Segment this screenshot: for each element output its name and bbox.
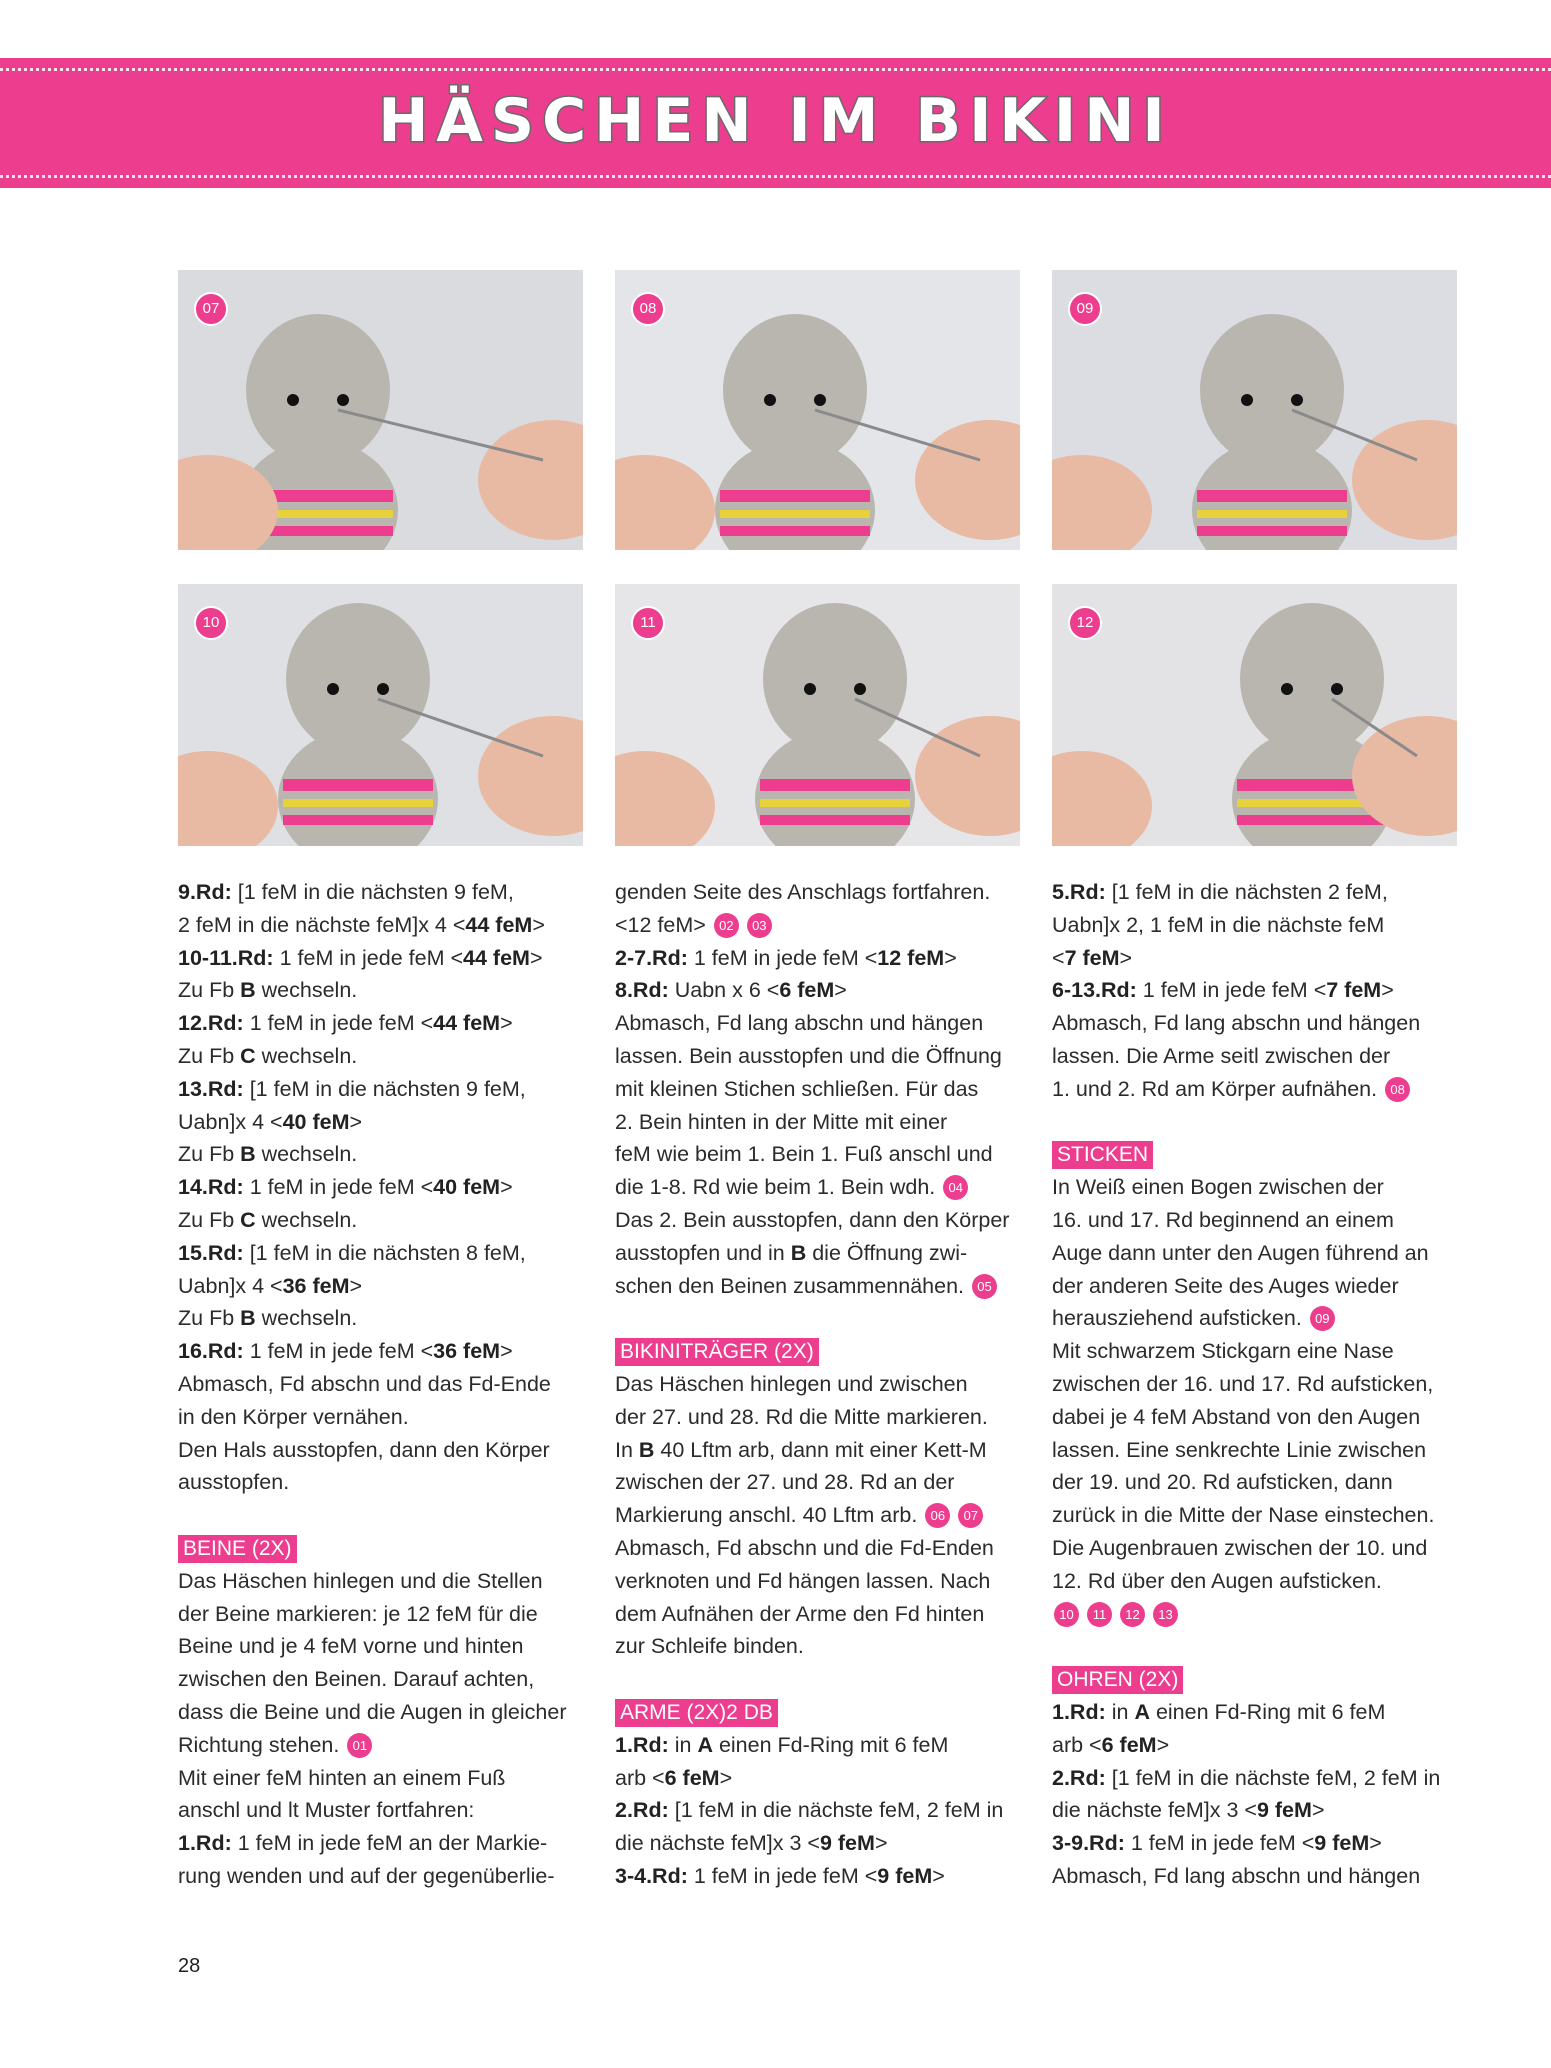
- instruction-line: [615, 1565, 1035, 1598]
- instruction-text: >: [500, 1175, 513, 1200]
- emphasis-text: 6 feM: [779, 978, 835, 1003]
- instruction-text: >: [874, 1831, 888, 1856]
- instruction-text: 1 feM in jede feM <: [273, 945, 464, 970]
- instruction-text: zwischen der 16. und 17. Rd aufsticken,: [1052, 1371, 1434, 1396]
- instruction-line: [1052, 1335, 1472, 1368]
- instruction-text: 1 feM in jede feM <: [687, 1863, 878, 1888]
- photo-08: [615, 270, 1020, 550]
- round-label: 3-4.Rd:: [615, 1863, 688, 1888]
- emphasis-text: 9 feM: [1256, 1798, 1312, 1823]
- instructions-column-3: [1052, 876, 1472, 1893]
- instruction-line: [1052, 1040, 1472, 1073]
- instruction-line: [1052, 1860, 1472, 1893]
- instruction-text: anschl und lt Muster fortfahren:: [178, 1798, 475, 1823]
- instruction-text: schen den Beinen zusammennähen.: [615, 1273, 965, 1298]
- instruction-line: [178, 1270, 598, 1303]
- round-label: 16.Rd:: [178, 1339, 244, 1364]
- instruction-line: [615, 1106, 1035, 1139]
- instruction-text: >: [1119, 945, 1133, 970]
- instruction-line: [178, 1860, 598, 1893]
- section-heading: BEINE (2X): [178, 1535, 297, 1563]
- instruction-line: [178, 1729, 598, 1762]
- instruction-text: [1 feM in die nächsten 2 feM,: [1105, 880, 1388, 904]
- instruction-line: [615, 909, 1035, 942]
- title-banner: [0, 58, 1551, 188]
- instruction-text: wechseln.: [255, 978, 358, 1003]
- round-label: 12.Rd:: [178, 1011, 244, 1036]
- instruction-line: [178, 909, 598, 942]
- photo-11: [615, 584, 1020, 846]
- photo-10: [178, 584, 583, 846]
- instruction-text: Abmasch, Fd abschn und das Fd-Ende: [178, 1371, 551, 1396]
- instruction-text: einen Fd-Ring mit 6 feM: [1149, 1699, 1386, 1724]
- instruction-text: [1 feM in die nächste feM, 2 feM in: [668, 1798, 1004, 1823]
- emphasis-text: B: [240, 1142, 256, 1167]
- instruction-line: [178, 1007, 598, 1040]
- instruction-line: [1052, 1204, 1472, 1237]
- instruction-text: Zu Fb: [178, 1043, 241, 1068]
- photo-step-number: 10: [194, 606, 228, 640]
- section-heading-line: [615, 1335, 1035, 1368]
- instruction-text: Richtung stehen.: [178, 1732, 340, 1757]
- instruction-text: lassen. Eine senkrechte Linie zwischen: [1052, 1437, 1427, 1462]
- instructions-column-1: [178, 876, 598, 1893]
- instruction-text: dass die Beine und die Augen in gleicher: [178, 1699, 567, 1724]
- round-label: 14.Rd:: [178, 1175, 244, 1200]
- instruction-text: in: [668, 1732, 698, 1757]
- instruction-line: [1052, 1401, 1472, 1434]
- instruction-line: [615, 1466, 1035, 1499]
- instruction-text: genden Seite des Anschlags fortfahren.: [615, 880, 991, 904]
- instruction-text: zur Schleife binden.: [615, 1634, 804, 1659]
- emphasis-text: 44 feM: [433, 1011, 501, 1036]
- instruction-text: 1 feM in jede feM an der Markie-: [231, 1831, 548, 1856]
- instruction-line: [615, 1434, 1035, 1467]
- instruction-text: 1 feM in jede feM <: [243, 1175, 434, 1200]
- instruction-text: arb <: [615, 1765, 665, 1790]
- instruction-line: [615, 1237, 1035, 1270]
- instruction-line: [615, 1532, 1035, 1565]
- emphasis-text: 6 feM: [1101, 1732, 1157, 1757]
- instruction-text: >: [529, 945, 543, 970]
- instruction-line: [178, 1368, 598, 1401]
- instruction-text: Uabn x 6 <: [668, 978, 780, 1003]
- instruction-text: mit kleinen Stichen schließen. Für das: [615, 1076, 979, 1101]
- instruction-line: [1052, 1434, 1472, 1467]
- instruction-line: [1052, 1466, 1472, 1499]
- instruction-text: wechseln.: [255, 1306, 358, 1331]
- round-label: 10-11.Rd:: [178, 945, 274, 970]
- instruction-line: [1052, 1598, 1472, 1631]
- instruction-line: [615, 1827, 1035, 1860]
- instruction-text: Zu Fb: [178, 978, 241, 1003]
- emphasis-text: 12 feM: [877, 945, 945, 970]
- instruction-line: [178, 1138, 598, 1171]
- instruction-line: [178, 1401, 598, 1434]
- instruction-text: [1 feM in die nächsten 8 feM,: [243, 1240, 526, 1265]
- photo-12: [1052, 584, 1457, 846]
- instruction-line: [615, 1204, 1035, 1237]
- instruction-line: [615, 1860, 1035, 1893]
- instruction-line: [615, 1598, 1035, 1631]
- round-label: 2.Rd:: [1052, 1765, 1106, 1790]
- instruction-text: der Beine markieren: je 12 feM für die: [178, 1601, 538, 1626]
- section-heading: STICKEN: [1052, 1141, 1153, 1169]
- instruction-line: [1052, 1794, 1472, 1827]
- instruction-line: [615, 1368, 1035, 1401]
- instruction-line: [615, 1499, 1035, 1532]
- step-badge: 10: [1054, 1602, 1079, 1627]
- emphasis-text: A: [1134, 1699, 1150, 1724]
- instruction-line: [1052, 974, 1472, 1007]
- photo-step-number: 08: [631, 292, 665, 326]
- emphasis-text: C: [240, 1207, 256, 1232]
- section-heading-line: [1052, 1138, 1472, 1171]
- instruction-text: 2 feM in die nächste feM]x 4 <: [178, 912, 466, 937]
- instruction-line: [615, 942, 1035, 975]
- instruction-text: die nächste feM]x 3 <: [1052, 1798, 1257, 1823]
- instruction-line: [615, 1270, 1035, 1303]
- photo-embroidering-nose: [178, 584, 583, 846]
- instruction-line: [178, 942, 598, 975]
- step-badge: 09: [1310, 1306, 1335, 1331]
- instruction-line: [615, 1073, 1035, 1106]
- instruction-text: Abmasch, Fd lang abschn und hängen: [615, 1011, 984, 1036]
- step-badge: 12: [1120, 1602, 1145, 1627]
- instruction-text: ausstopfen und in: [615, 1240, 791, 1265]
- instruction-text: Den Hals ausstopfen, dann den Körper: [178, 1437, 550, 1462]
- instruction-text: >: [1369, 1831, 1382, 1856]
- instruction-text: 1 feM in jede feM <: [1136, 978, 1327, 1003]
- instruction-text: >: [719, 1765, 733, 1790]
- emphasis-text: 9 feM: [877, 1863, 933, 1888]
- instruction-line: [615, 1762, 1035, 1795]
- photo-step-number: 07: [194, 292, 228, 326]
- spacer: [1052, 1106, 1472, 1139]
- instruction-line: [615, 1630, 1035, 1663]
- instruction-line: [178, 1237, 598, 1270]
- instruction-line: [1052, 909, 1472, 942]
- instruction-line: [178, 1335, 598, 1368]
- instruction-line: [615, 1040, 1035, 1073]
- instruction-text: in den Körper vernähen.: [178, 1404, 409, 1429]
- instruction-text: lassen. Bein ausstopfen und die Öffnung: [615, 1043, 1002, 1068]
- instruction-text: in: [1105, 1699, 1135, 1724]
- instruction-line: [178, 974, 598, 1007]
- instruction-text: >: [1311, 1798, 1325, 1823]
- instruction-text: Das Häschen hinlegen und zwischen: [615, 1371, 968, 1396]
- instruction-text: 12. Rd über den Augen aufsticken.: [1052, 1568, 1382, 1593]
- instruction-text: rung wenden und auf der gegenüberlie-: [178, 1863, 555, 1888]
- banner-stitch-bottom: [0, 175, 1551, 178]
- instruction-text: Das 2. Bein ausstopfen, dann den Körper: [615, 1207, 1010, 1232]
- instruction-text: arb <: [1052, 1732, 1102, 1757]
- instruction-text: [1 feM in die nächsten 9 feM,: [243, 1076, 526, 1101]
- instruction-line: [178, 1106, 598, 1139]
- photo-pulling-pink-yarn: [178, 270, 583, 550]
- section-heading-line: [178, 1532, 598, 1565]
- instruction-text: Abmasch, Fd lang abschn und hängen: [1052, 1863, 1421, 1888]
- instruction-text: Uabn]x 2, 1 feM in die nächste feM: [1052, 912, 1385, 937]
- instruction-text: [1 feM in die nächsten 9 feM,: [231, 880, 514, 904]
- instruction-text: Uabn]x 4 <: [178, 1109, 283, 1134]
- emphasis-text: 7 feM: [1326, 978, 1382, 1003]
- step-badge: 02: [714, 913, 739, 938]
- instruction-line: [1052, 1499, 1472, 1532]
- instruction-line: [1052, 1565, 1472, 1598]
- photo-embroidering-eyebrows: [1052, 584, 1457, 846]
- section-heading: ARME (2X)2 DB: [615, 1699, 778, 1727]
- instruction-text: >: [500, 1011, 513, 1036]
- instruction-text: Auge dann unter den Augen führend an: [1052, 1240, 1429, 1265]
- instruction-text: Mit einer feM hinten an einem Fuß: [178, 1765, 506, 1790]
- round-label: 1.Rd:: [615, 1732, 669, 1757]
- instruction-text: Uabn]x 4 <: [178, 1273, 283, 1298]
- instruction-text: 1 feM in jede feM <: [243, 1011, 434, 1036]
- photo-09: [1052, 270, 1457, 550]
- instruction-text: wechseln.: [255, 1207, 358, 1232]
- round-label: 3-9.Rd:: [1052, 1831, 1125, 1856]
- emphasis-text: 44 feM: [463, 945, 530, 970]
- instruction-line: [178, 1630, 598, 1663]
- instruction-text: >: [349, 1273, 363, 1298]
- instruction-text: die 1-8. Rd wie beim 1. Bein wdh.: [615, 1175, 936, 1200]
- instruction-text: <: [1052, 945, 1065, 970]
- photo-step-number: 12: [1068, 606, 1102, 640]
- round-label: 9.Rd:: [178, 880, 232, 904]
- emphasis-text: 40 feM: [433, 1175, 501, 1200]
- emphasis-text: B: [240, 978, 256, 1003]
- step-badge: 08: [1385, 1077, 1410, 1102]
- instruction-line: [1052, 1696, 1472, 1729]
- instruction-line: [178, 1696, 598, 1729]
- instruction-text: dem Aufnähen der Arme den Fd hinten: [615, 1601, 985, 1626]
- instruction-text: 1 feM in jede feM <: [243, 1339, 434, 1364]
- instruction-text: >: [349, 1109, 363, 1134]
- emphasis-text: 9 feM: [819, 1831, 875, 1856]
- round-label: 1.Rd:: [178, 1831, 232, 1856]
- instruction-line: [178, 1598, 598, 1631]
- instruction-text: 1 feM in jede feM <: [1124, 1831, 1315, 1856]
- instruction-line: [615, 974, 1035, 1007]
- instruction-text: zurück in die Mitte der Nase einstechen.: [1052, 1503, 1435, 1528]
- instruction-text: zwischen den Beinen. Darauf achten,: [178, 1667, 535, 1692]
- instruction-line: [1052, 876, 1472, 909]
- instruction-text: einen Fd-Ring mit 6 feM: [712, 1732, 949, 1757]
- emphasis-text: 9 feM: [1314, 1831, 1370, 1856]
- emphasis-text: 40 feM: [282, 1109, 350, 1134]
- instruction-text: lassen. Die Arme seitl zwischen der: [1052, 1043, 1391, 1068]
- instruction-text: 2. Bein hinten in der Mitte mit einer: [615, 1109, 948, 1134]
- instruction-text: In: [615, 1437, 639, 1462]
- page-number: 28: [178, 1955, 201, 1977]
- section-heading-line: [615, 1696, 1035, 1729]
- emphasis-text: C: [240, 1043, 256, 1068]
- instruction-text: verknoten und Fd hängen lassen. Nach: [615, 1568, 991, 1593]
- instruction-text: Die Augenbrauen zwischen der 10. und: [1052, 1535, 1428, 1560]
- emphasis-text: A: [697, 1732, 713, 1757]
- instruction-line: [615, 1171, 1035, 1204]
- instruction-line: [178, 1073, 598, 1106]
- instruction-text: der 27. und 28. Rd die Mitte markieren.: [615, 1404, 988, 1429]
- instruction-line: [1052, 1729, 1472, 1762]
- spacer: [1052, 1630, 1472, 1663]
- instruction-text: >: [1381, 978, 1394, 1003]
- instruction-text: der 19. und 20. Rd aufsticken, dann: [1052, 1470, 1393, 1495]
- round-label: 1.Rd:: [1052, 1699, 1106, 1724]
- instruction-text: >: [500, 1339, 513, 1364]
- step-badge: 03: [747, 913, 772, 938]
- instruction-line: [1052, 1270, 1472, 1303]
- instruction-text: >: [1156, 1732, 1170, 1757]
- instruction-line: [178, 1663, 598, 1696]
- instruction-text: dabei je 4 feM Abstand von den Augen: [1052, 1404, 1421, 1429]
- spacer: [615, 1663, 1035, 1696]
- instruction-line: [178, 1565, 598, 1598]
- emphasis-text: 36 feM: [282, 1273, 350, 1298]
- banner-stitch-top: [0, 68, 1551, 71]
- instruction-line: [1052, 942, 1472, 975]
- instruction-text: <12 feM>: [615, 912, 706, 937]
- emphasis-text: B: [638, 1437, 655, 1462]
- instruction-text: Abmasch, Fd abschn und die Fd-Enden: [615, 1535, 994, 1560]
- instruction-line: [1052, 1073, 1472, 1106]
- instruction-text: Das Häschen hinlegen und die Stellen: [178, 1568, 543, 1593]
- page-title: HÄSCHEN IM BIKINI: [378, 86, 1173, 156]
- round-label: 15.Rd:: [178, 1240, 244, 1265]
- instruction-text: 40 Lftm arb, dann mit einer Kett-M: [654, 1437, 987, 1462]
- step-badge: 06: [925, 1503, 950, 1528]
- instruction-text: Abmasch, Fd lang abschn und hängen: [1052, 1011, 1421, 1036]
- instruction-line: [615, 1007, 1035, 1040]
- instruction-line: [178, 1171, 598, 1204]
- instruction-line: [615, 876, 1035, 909]
- photo-step-number: 11: [631, 606, 665, 640]
- emphasis-text: 44 feM: [465, 912, 533, 937]
- instruction-text: herausziehend aufsticken.: [1052, 1306, 1302, 1331]
- step-badge: 05: [972, 1274, 997, 1299]
- instruction-text: Markierung anschl. 40 Lftm arb.: [615, 1503, 918, 1528]
- photo-sewing-arm: [615, 270, 1020, 550]
- instruction-line: [178, 1040, 598, 1073]
- instruction-line: [1052, 1368, 1472, 1401]
- instructions-column-2: [615, 876, 1035, 1893]
- round-label: 2.Rd:: [615, 1798, 669, 1823]
- instruction-line: [1052, 1762, 1472, 1795]
- section-heading: BIKINITRÄGER (2X): [615, 1338, 819, 1366]
- instruction-text: zwischen der 27. und 28. Rd an der: [615, 1470, 955, 1495]
- instruction-line: [615, 1729, 1035, 1762]
- round-label: 6-13.Rd:: [1052, 978, 1137, 1003]
- spacer: [178, 1499, 598, 1532]
- instruction-line: [615, 1794, 1035, 1827]
- instruction-text: 16. und 17. Rd beginnend an einem: [1052, 1207, 1394, 1232]
- instruction-line: [615, 1138, 1035, 1171]
- instruction-line: [1052, 1532, 1472, 1565]
- instruction-line: [178, 1827, 598, 1860]
- instruction-text: 1 feM in jede feM <: [687, 945, 878, 970]
- instruction-line: [178, 876, 598, 909]
- section-heading-line: [1052, 1663, 1472, 1696]
- instruction-text: Zu Fb: [178, 1207, 241, 1232]
- instruction-text: >: [944, 945, 957, 970]
- emphasis-text: 36 feM: [433, 1339, 501, 1364]
- instruction-text: [1 feM in die nächste feM, 2 feM in: [1105, 1765, 1441, 1790]
- emphasis-text: B: [240, 1306, 256, 1331]
- step-badge: 13: [1153, 1602, 1178, 1627]
- round-label: 13.Rd:: [178, 1076, 244, 1101]
- instruction-line: [178, 1204, 598, 1237]
- step-badge: 01: [347, 1733, 372, 1758]
- step-badge: 11: [1087, 1602, 1112, 1627]
- section-heading: OHREN (2X): [1052, 1666, 1183, 1694]
- instruction-text: >: [834, 978, 847, 1003]
- round-label: 2-7.Rd:: [615, 945, 688, 970]
- instruction-text: die nächste feM]x 3 <: [615, 1831, 820, 1856]
- instruction-text: Zu Fb: [178, 1306, 241, 1331]
- photo-sewing-arm-side: [1052, 270, 1457, 550]
- instruction-text: die Öffnung zwi-: [806, 1240, 968, 1265]
- emphasis-text: B: [790, 1240, 807, 1265]
- instruction-text: Mit schwarzem Stickgarn eine Nase: [1052, 1339, 1394, 1364]
- round-label: 5.Rd:: [1052, 880, 1106, 904]
- instruction-line: [1052, 1007, 1472, 1040]
- instruction-line: [1052, 1827, 1472, 1860]
- instruction-line: [178, 1302, 598, 1335]
- instruction-text: wechseln.: [255, 1043, 358, 1068]
- instruction-line: [615, 1401, 1035, 1434]
- instruction-text: >: [932, 1863, 945, 1888]
- emphasis-text: 6 feM: [664, 1765, 720, 1790]
- instruction-text: der anderen Seite des Auges wieder: [1052, 1273, 1399, 1298]
- instruction-text: wechseln.: [255, 1142, 358, 1167]
- instruction-text: >: [532, 912, 545, 937]
- instruction-text: feM wie beim 1. Bein 1. Fuß anschl und: [615, 1142, 993, 1167]
- step-badge: 04: [943, 1175, 968, 1200]
- round-label: 8.Rd:: [615, 978, 669, 1003]
- instruction-text: 1. und 2. Rd am Körper aufnähen.: [1052, 1076, 1378, 1101]
- instruction-line: [178, 1466, 598, 1499]
- instruction-line: [1052, 1171, 1472, 1204]
- spacer: [615, 1302, 1035, 1335]
- instruction-text: ausstopfen.: [178, 1470, 290, 1495]
- instruction-line: [1052, 1237, 1472, 1270]
- step-badge: 07: [958, 1503, 983, 1528]
- instruction-line: [178, 1794, 598, 1827]
- instruction-text: Zu Fb: [178, 1142, 241, 1167]
- photo-step-number: 09: [1068, 292, 1102, 326]
- instruction-text: In Weiß einen Bogen zwischen der: [1052, 1175, 1384, 1200]
- instruction-text: Beine und je 4 feM vorne und hinten: [178, 1634, 524, 1659]
- photo-embroidering-nose-line: [615, 584, 1020, 846]
- instruction-line: [178, 1434, 598, 1467]
- photo-07: [178, 270, 583, 550]
- instruction-line: [1052, 1302, 1472, 1335]
- emphasis-text: 7 feM: [1064, 945, 1120, 970]
- instruction-line: [178, 1762, 598, 1795]
